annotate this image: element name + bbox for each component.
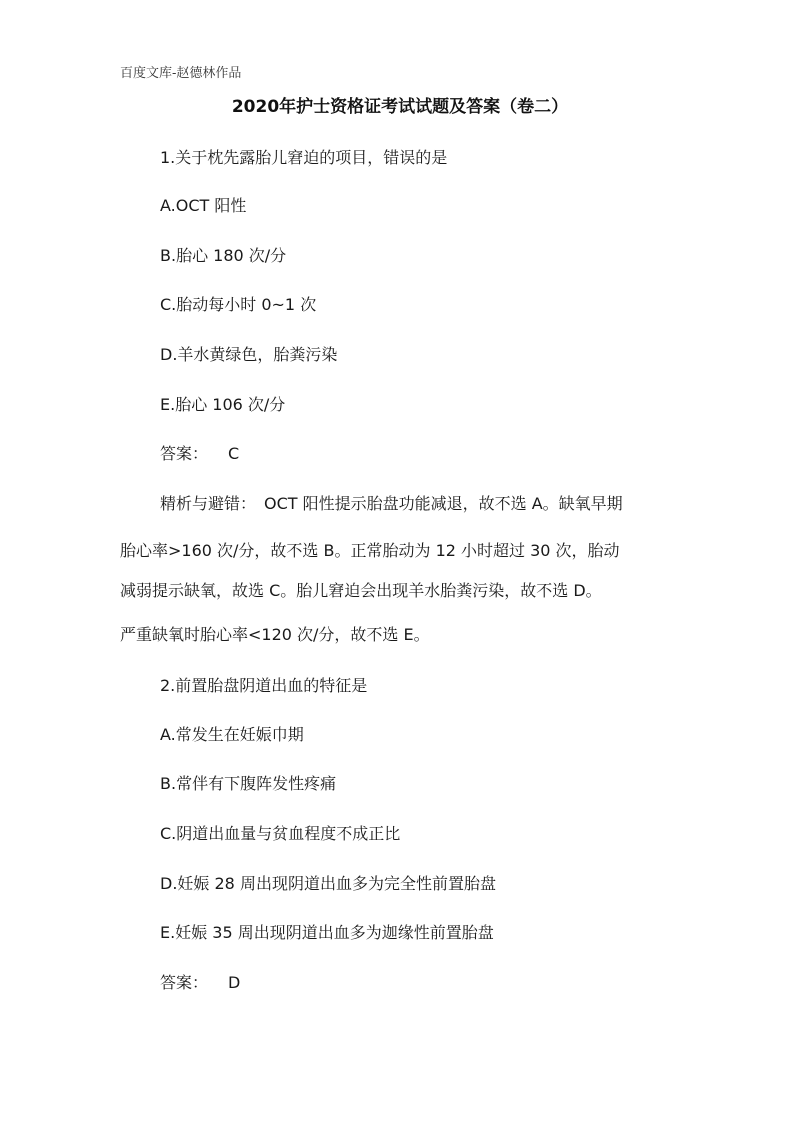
q2-option-c: C.阴道出血量与贫血程度不成正比 [160, 824, 401, 843]
q1-option-b: B.胎心 180 次/分 [160, 246, 287, 265]
q1-option-d: D.羊水黄绿色，胎粪污染 [160, 345, 338, 364]
q1-option-a: A.OCT 阳性 [160, 196, 247, 215]
q1-answer [160, 441, 239, 464]
q2-option-b: B.常伴有下腹阵发性疼痛 [160, 774, 337, 793]
q1-option-c: C.胎动每小时 0~1 次 [160, 295, 317, 314]
q2-answer-value: D [228, 973, 241, 992]
question-1-text: 1.关于枕先露胎儿窘迫的项目，错误的是 [160, 148, 448, 167]
header-note: 百度文库-赵德林作品 [120, 66, 242, 81]
page-title: 2020年护士资格证考试试题及答案（卷二） [231, 97, 569, 117]
q1-analysis-line-4: 严重缺氧时胎心率<120 次/分，故不选 E。 [120, 625, 430, 644]
q1-analysis-line-3: 减弱提示缺氧，故选 C。胎儿窘迫会出现羊水胎粪污染，故不选 D。 [120, 581, 602, 600]
q2-option-d: D.妊娠 28 周出现阴道出血多为完全性前置胎盘 [160, 874, 496, 893]
q2-option-e: E.妊娠 35 周出现阴道出血多为迦缘性前置胎盘 [160, 923, 494, 942]
q1-analysis-line-1: 精析与避错： OCT 阳性提示胎盘功能减退，故不选 A。缺氧早期 [160, 494, 623, 513]
q2-option-a: A.常发生在妊娠巾期 [160, 725, 304, 744]
q1-answer-value: C [228, 444, 240, 463]
q1-answer-label: 答案： [160, 444, 209, 463]
q1-analysis-line-2: 胎心率>160 次/分，故不选 B。正常胎动为 12 小时超过 30 次，胎动 [120, 541, 620, 560]
q2-answer [160, 970, 240, 993]
q2-answer-label: 答案： [160, 973, 209, 992]
q1-option-e: E.胎心 106 次/分 [160, 395, 286, 414]
question-2-text: 2.前置胎盘阴道出血的特征是 [160, 676, 368, 695]
